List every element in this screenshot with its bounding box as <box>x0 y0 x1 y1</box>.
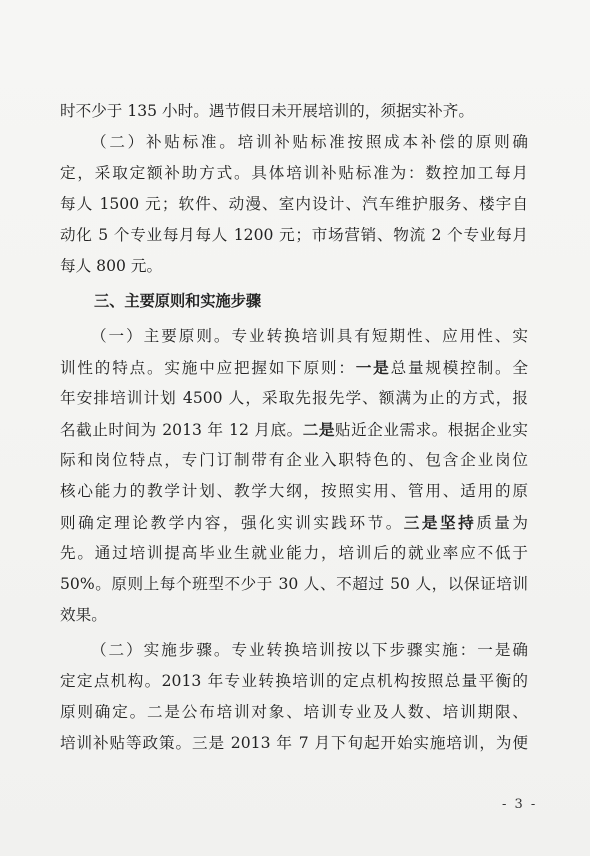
emphasis-text: 一是 <box>355 358 391 377</box>
paragraph-main-principles: （一）主要原则。专业转换培训具有短期性、应用性、实 <box>91 327 528 345</box>
text-line: 训性的特点。实施中应把握如下原则：一是总量规模控制。全 <box>60 358 528 377</box>
text-line: 每人 1500 元；软件、动漫、室内设计、汽车维护服务、楼宇自 <box>60 195 528 213</box>
emphasis-text: 三是坚持 <box>403 513 477 532</box>
text-line: 年安排培训计划 4500 人，采取先报先学、额满为止的方式，报 <box>60 389 528 407</box>
text-line: 先。通过培训提高毕业生就业能力，培训后的就业率应不低于 <box>60 544 528 562</box>
text-line: 际和岗位特点，专门订制带有企业入职特色的、包含企业岗位 <box>60 451 528 469</box>
text-line: 名截止时间为 2013 年 12 月底。二是贴近企业需求。根据企业实 <box>60 420 528 439</box>
text-line: 原则确定。二是公布培训对象、培训专业及人数、培训期限、 <box>60 703 528 721</box>
body-text <box>60 96 528 759</box>
paragraph-implementation-steps: （二）实施步骤。专业转换培训按以下步骤实施：一是确 <box>91 641 528 659</box>
emphasis-text: 二是 <box>302 420 336 439</box>
text-line: 定定点机构。2013 年专业转换培训的定点机构按照总量平衡的 <box>60 672 528 690</box>
text-line: 则确定理论教学内容，强化实训实践环节。三是坚持质量为 <box>60 513 528 532</box>
text-line: 动化 5 个专业每月每人 1200 元；市场营销、物流 2 个专业每月 <box>60 226 528 244</box>
section-heading: 三、主要原则和实施步骤 <box>94 292 262 310</box>
text-line: 定，采取定额补助方式。具体培训补贴标准为：数控加工每月 <box>60 164 528 182</box>
text-line: 培训补贴等政策。三是 2013 年 7 月下旬起开始实施培训，为便 <box>60 734 528 752</box>
page-number: - 3 - <box>502 797 538 812</box>
text-line: 效果。 <box>60 606 107 624</box>
text-line: 时不少于 135 小时。遇节假日未开展培训的，须据实补齐。 <box>60 102 474 120</box>
text-line: 核心能力的教学计划、教学大纲，按照实用、管用、适用的原 <box>60 482 528 500</box>
text-line: 50%。原则上每个班型不少于 30 人、不超过 50 人，以保证培训 <box>60 575 528 593</box>
text-line: 每人 800 元。 <box>60 257 163 275</box>
paragraph-subsidy-standard: （二）补贴标准。培训补贴标准按照成本补偿的原则确 <box>91 133 528 151</box>
